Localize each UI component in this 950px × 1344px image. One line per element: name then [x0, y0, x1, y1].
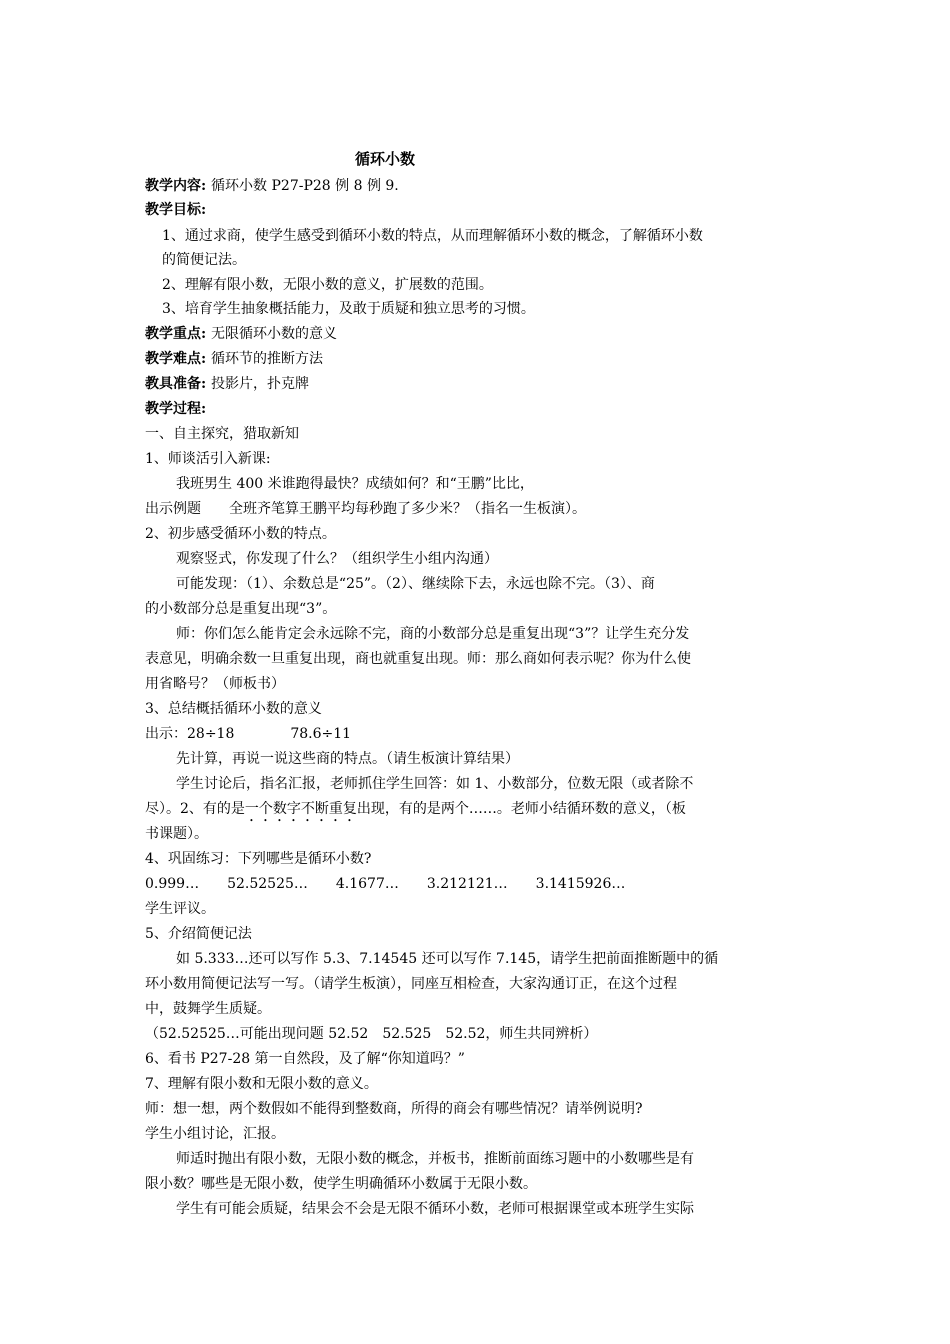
step-2-heading: 2、初步感受循环小数的特点。: [145, 526, 336, 542]
step-4-heading: 4、巩固练习：下列哪些是循环小数?: [145, 851, 372, 867]
step-7-heading: 7、理解有限小数和无限小数的意义。: [145, 1076, 378, 1092]
step-3-text-4: 尽）。2、有的是一个数字不断重复出现，有的是两个……。老师小结循环数的意义，（板: [145, 801, 686, 817]
section-1-heading: 一、自主探究，猎取新知: [145, 426, 299, 442]
step-5-text-4: （52.52525…可能出现问题 52.52 52.525 52.52，师生共同辨析）: [145, 1026, 598, 1042]
step-3-heading: 3、总结概括循环小数的意义: [145, 701, 322, 717]
step-2-text-2: 可能发现：（1）、余数总是“25”。（2）、继续除下去，永远也除不完。（3）、商: [176, 576, 655, 592]
tools-label: 教具准备: [145, 376, 201, 392]
step-2-text-4: 师：你们怎么能肯定会永远除不完，商的小数部分总是重复出现“3”？让学生充分发: [176, 626, 690, 642]
step-2-text-3: 的小数部分总是重复出现“3”。: [145, 601, 337, 617]
difficulty-label: 教学难点: [145, 351, 201, 367]
step-7-text-3: 师适时抛出有限小数，无限小数的概念，并板书，推断前面练习题中的小数哪些是有: [176, 1151, 694, 1167]
step-3-text-1: 出示：28÷18 78.6÷11: [145, 726, 352, 742]
step-7-text-5: 学生有可能会质疑，结果会不会是无限不循环小数，老师可根据课堂或本班学生实际: [176, 1201, 694, 1217]
goal-1-line-1: 1、通过求商，使学生感受到循环小数的特点，从而理解循环小数的概念，了解循环小数: [162, 228, 703, 244]
page-title: 循环小数: [355, 150, 416, 168]
step-1-text-1: 我班男生 400 米谁跑得最快？成绩如何？和“王鹏”比比，: [176, 476, 534, 492]
goal-2: 2、理解有限小数，无限小数的意义，扩展数的范围。: [162, 277, 493, 293]
key-point-value: 无限循环小数的意义: [211, 326, 338, 342]
teaching-content-value: 循环小数 P27-P28 例 8 例 9.: [211, 178, 399, 194]
difficulty-value: 循环节的推断方法: [211, 351, 324, 367]
step-2-text-5: 表意见，明确余数一旦重复出现，商也就重复出现。师：那么商如何表示呢？你为什么使: [145, 651, 691, 667]
step-3-text-5: 书课题）。: [145, 826, 208, 842]
teaching-content-line: 教学内容: 循环小数 P27-P28 例 8 例 9.: [145, 178, 399, 194]
process-label: 教学过程:: [145, 401, 207, 417]
step-2-text-1: 观察竖式，你发现了什么？（组织学生小组内沟通）: [176, 551, 498, 567]
step-7-text-4: 限小数？哪些是无限小数，使学生明确循环小数属于无限小数。: [145, 1176, 537, 1192]
step-1-text-2: 出示例题 全班齐笔算王鹏平均每秒跑了多少米？（指名一生板演）。: [145, 501, 586, 517]
step-3-text-3: 学生讨论后，指名汇报，老师抓住学生回答：如 1、小数部分，位数无限（或者除不: [176, 776, 694, 792]
step-6-heading: 6、看书 P27-28 第一自然段，及了解“你知道吗？”: [145, 1051, 465, 1067]
step-2-text-6: 用省略号？（师板书）: [145, 676, 285, 692]
step-7-text-1: 师：想一想，两个数假如不能得到整数商，所得的商会有哪些情况？请举例说明?: [145, 1101, 643, 1117]
step-7-text-2: 学生小组讨论，汇报。: [145, 1126, 285, 1142]
step-5-heading: 5、介绍简便记法: [145, 926, 252, 942]
tools-value: 投影片，扑克牌: [211, 376, 310, 392]
goal-1-line-2: 的简便记法。: [162, 252, 246, 268]
step-5-text-3: 中，鼓舞学生质疑。: [145, 1001, 271, 1017]
step-3-text-2: 先计算，再说一说这些商的特点。（请生板演计算结果）: [176, 751, 519, 767]
key-point-line: 教学重点: 无限循环小数的意义: [145, 326, 338, 342]
step-5-text-2: 环小数用简便记法写一写。（请学生板演），同座互相检查，大家沟通订正，在这个过程: [145, 976, 677, 992]
emphasized-text: 一个数字不断重复: [244, 801, 357, 817]
step-1-heading: 1、师谈活引入新课:: [145, 451, 271, 467]
teaching-content-label: 教学内容: [145, 178, 201, 194]
tools-line: 教具准备: 投影片，扑克牌: [145, 376, 310, 392]
step-4-examples: 0.999… 52.52525… 4.1677… 3.212121… 3.1415926…: [145, 876, 626, 892]
difficulty-line: 教学难点: 循环节的推断方法: [145, 351, 324, 367]
key-point-label: 教学重点: [145, 326, 201, 342]
goal-3: 3、培育学生抽象概括能力，及敢于质疑和独立思考的习惯。: [162, 301, 535, 317]
teaching-goals-label: 教学目标:: [145, 202, 207, 218]
step-4-text: 学生评议。: [145, 901, 215, 917]
step-5-text-1: 如 5.333…还可以写作 5.3、7.14545 还可以写作 7.145，请学生把前面推断题中的循: [176, 951, 719, 967]
